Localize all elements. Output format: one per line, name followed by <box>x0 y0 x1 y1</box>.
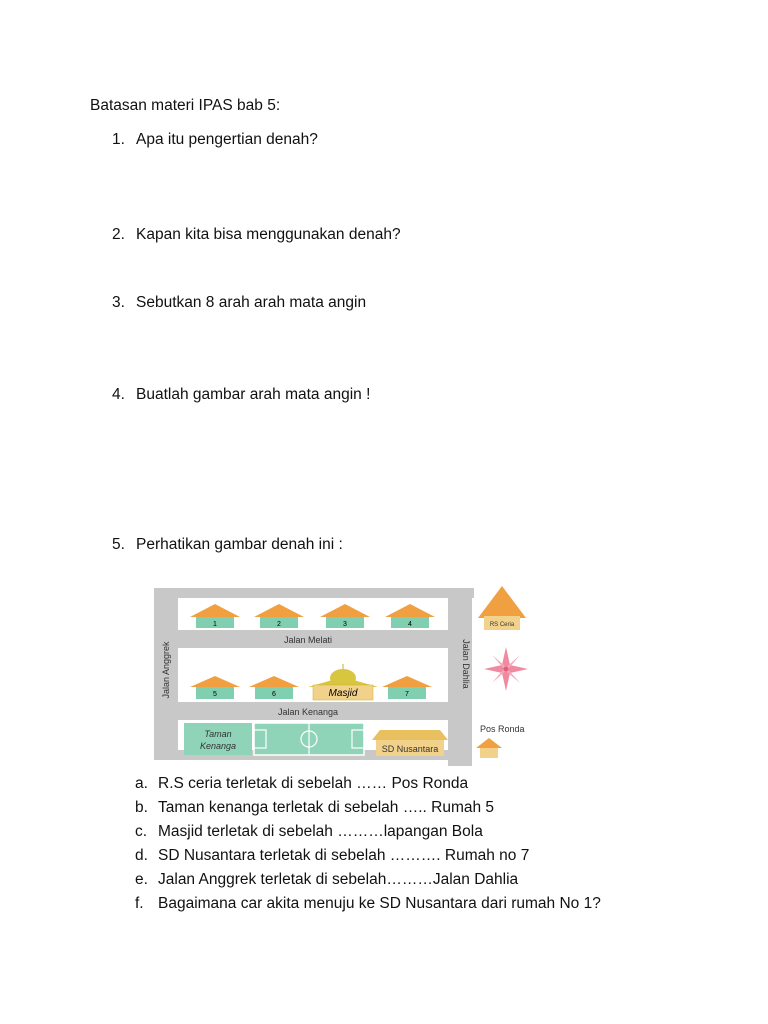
house-4 <box>385 604 435 628</box>
sub-question-letter: a. <box>135 775 148 792</box>
sub-question-letter: d. <box>135 847 148 864</box>
taman-kenanga <box>184 723 252 755</box>
masjid-label: Masjid <box>328 688 358 699</box>
page-heading: Batasan materi IPAS bab 5: <box>90 97 281 114</box>
sub-question-letter: f. <box>135 895 144 912</box>
question-number: 1. <box>112 131 125 148</box>
house-1 <box>190 604 240 628</box>
sub-question-letter: e. <box>135 871 148 888</box>
football-field <box>254 723 364 755</box>
house-number: 1 <box>213 621 217 628</box>
house-number: 6 <box>272 691 276 698</box>
taman-label-line2: Kenanga <box>199 741 237 751</box>
rs-ceria <box>478 586 526 630</box>
roof <box>190 604 240 617</box>
house-5 <box>190 676 240 699</box>
pos-ronda-label: Pos Ronda <box>480 724 525 734</box>
question-text: Perhatikan gambar denah ini : <box>136 536 343 553</box>
house-number: 3 <box>343 621 347 628</box>
sub-question-text: SD Nusantara terletak di sebelah ………. Rumah no 7 <box>158 847 530 864</box>
question-number: 3. <box>112 294 125 311</box>
question-number: 4. <box>112 386 125 403</box>
pos-ronda <box>476 724 525 758</box>
neighborhood-map <box>150 580 560 770</box>
question-text: Buatlah gambar arah mata angin ! <box>136 386 371 403</box>
question-number: 2. <box>112 226 125 243</box>
house-number: 7 <box>405 691 409 698</box>
sub-question-text: Taman kenanga terletak di sebelah ….. Rumah 5 <box>158 799 495 816</box>
masjid <box>308 664 378 700</box>
label-jalan-dahlia: Jalan Dahlia <box>461 639 471 689</box>
taman-label-line1: Taman <box>204 729 232 739</box>
road-top <box>154 588 474 598</box>
label-jalan-melati: Jalan Melati <box>283 635 333 645</box>
label-jalan-anggrek: Jalan Anggrek <box>161 641 171 699</box>
house-3 <box>320 604 370 628</box>
house-number: 4 <box>408 621 412 628</box>
house-number: 2 <box>277 621 281 628</box>
house-6 <box>249 676 299 699</box>
house-2 <box>254 604 304 628</box>
sub-question-text: Bagaimana car akita menuju ke SD Nusantara dari rumah No 1? <box>158 895 601 912</box>
question-text: Sebutkan 8 arah arah mata angin <box>136 294 367 311</box>
label-jalan-kenanga: Jalan Kenanga <box>277 707 339 717</box>
question-text: Apa itu pengertian denah? <box>136 131 318 148</box>
sub-question-text: Jalan Anggrek terletak di sebelah………Jalan Dahlia <box>158 871 519 888</box>
question-text: Kapan kita bisa menggunakan denah? <box>136 226 401 243</box>
compass-rose-icon <box>484 647 528 691</box>
house-number: 5 <box>213 691 217 698</box>
sub-question-text: Masjid terletak di sebelah ………lapangan Bola <box>158 823 483 840</box>
sub-question-letter: c. <box>135 823 148 840</box>
rs-roof <box>478 586 526 618</box>
house-7 <box>382 676 432 699</box>
question-number: 5. <box>112 536 125 553</box>
rs-ceria-label: RS Ceria <box>489 622 515 628</box>
sd-nusantara-label: SD Nusantara <box>381 744 439 754</box>
sub-question-text: R.S ceria terletak di sebelah …… Pos Ronda <box>158 775 469 792</box>
sd-nusantara <box>372 730 448 756</box>
sub-question-letter: b. <box>135 799 148 816</box>
